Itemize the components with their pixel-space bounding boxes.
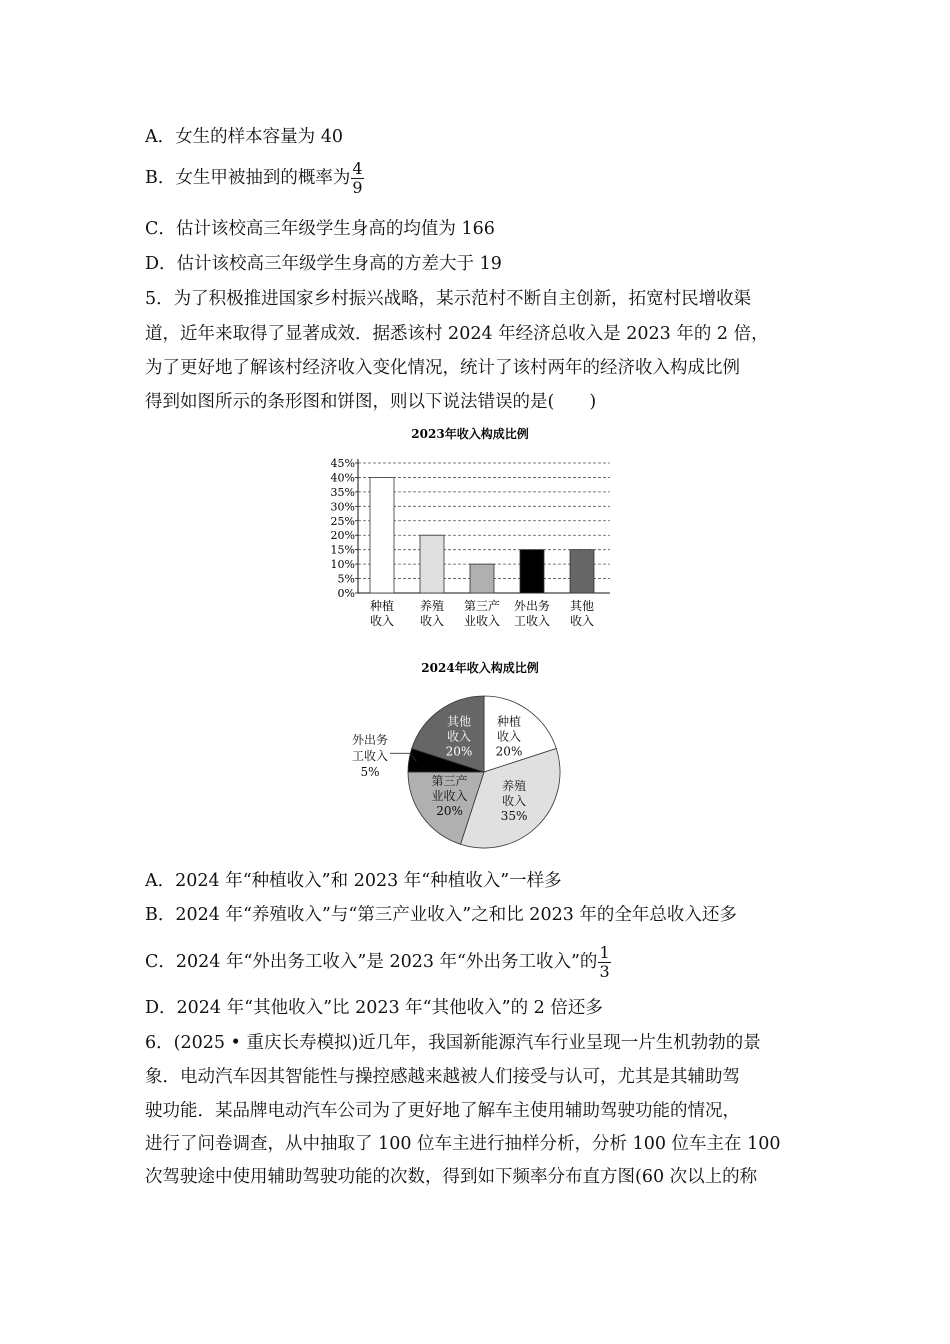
y-tick-label: 25% — [330, 514, 355, 528]
y-tick-label: 40% — [330, 471, 355, 485]
q5-option-c-text: C．2024 年“外出务工收入”是 2023 年“外出务工收入”的 — [145, 952, 598, 972]
pie-label: 20% — [495, 744, 523, 759]
x-tick-label: 外出务 — [513, 599, 551, 613]
x-tick-label: 第三产 — [463, 599, 501, 613]
q6-stem-line-5: 次驾驶途中使用辅助驾驶功能的次数，得到如下频率分布直方图(60 次以上的称 — [145, 1167, 758, 1187]
x-tick-label: 其他 — [569, 599, 595, 613]
y-tick-label: 5% — [337, 572, 355, 586]
pie-label: 35% — [500, 809, 528, 824]
q4-option-c: C．估计该校高三年级学生身高的均值为 166 — [145, 219, 495, 239]
q4-option-b — [145, 160, 364, 197]
x-tick-label: 收入 — [369, 614, 395, 628]
pie-label: 其他 — [446, 714, 471, 729]
y-tick-label: 10% — [330, 558, 355, 572]
bar — [520, 550, 544, 593]
pie-label: 5% — [360, 765, 380, 779]
fraction-numerator: 4 — [352, 159, 363, 178]
q5-stem-line-1: 5．为了积极推进国家乡村振兴战略，某示范村不断自主创新，拓宽村民增收渠 — [145, 289, 752, 309]
x-tick-label: 工收入 — [513, 614, 551, 628]
bar — [370, 477, 394, 593]
pie-chart-2024 — [300, 652, 640, 852]
q6-stem-line-2: 象．电动汽车因其智能性与操控感越来越被人们接受与认可，尤其是其辅助驾 — [145, 1067, 740, 1087]
y-tick-label: 30% — [330, 500, 355, 514]
q5-option-c — [145, 944, 611, 981]
q4-option-a: A．女生的样本容量为 40 — [145, 127, 343, 147]
y-tick-label: 45% — [330, 457, 355, 470]
pie-label: 业收入 — [431, 789, 468, 804]
fraction-denominator: 3 — [599, 962, 610, 981]
fraction-denominator: 9 — [352, 178, 363, 197]
pie-label: 外出务 — [351, 733, 389, 747]
fraction-numerator: 1 — [599, 943, 610, 962]
pie-label: 收入 — [497, 729, 522, 744]
q5-option-c-fraction — [598, 944, 610, 981]
q4-option-b-fraction — [351, 160, 363, 197]
bar — [470, 564, 494, 593]
pie-label: 收入 — [446, 729, 471, 744]
x-tick-label: 收入 — [419, 614, 445, 628]
q5-option-d: D．2024 年“其他收入”比 2023 年“其他收入”的 2 倍还多 — [145, 998, 603, 1018]
pie-label: 收入 — [502, 794, 527, 809]
pie-label: 养殖 — [502, 779, 527, 794]
q4-option-b-text: B．女生甲被抽到的概率为 — [145, 168, 351, 188]
x-tick-label: 收入 — [569, 614, 595, 628]
pie-label: 工收入 — [351, 749, 389, 763]
pie-label: 种植 — [497, 714, 522, 729]
q5-option-b: B．2024 年“养殖收入”与“第三产业收入”之和比 2023 年的全年总收入还多 — [145, 905, 737, 925]
bar-chart-2023 — [300, 420, 640, 640]
y-tick-label: 0% — [337, 587, 355, 600]
y-tick-label: 35% — [330, 485, 355, 499]
bar — [570, 550, 594, 593]
q5-option-a: A．2024 年“种植收入”和 2023 年“种植收入”一样多 — [145, 871, 562, 891]
pie-label: 20% — [445, 744, 473, 759]
q5-stem-line-3: 为了更好地了解该村经济收入变化情况，统计了该村两年的经济收入构成比例 — [145, 358, 740, 378]
q6-stem-line-4: 进行了问卷调查，从中抽取了 100 位车主进行抽样分析，分析 100 位车主在 100 — [145, 1134, 781, 1154]
bar — [420, 535, 444, 593]
pie-chart-title: 2024年收入构成比例 — [421, 661, 539, 675]
q6-stem-line-3: 驶功能．某品牌电动汽车公司为了更好地了解车主使用辅助驾驶功能的情况， — [145, 1101, 740, 1121]
q6-stem-line-1: 6．(2025 • 重庆长寿模拟)近几年，我国新能源汽车行业呈现一片生机勃勃的景 — [145, 1033, 761, 1053]
x-tick-label: 业收入 — [463, 614, 501, 628]
q5-stem-line-2: 道，近年来取得了显著成效．据悉该村 2024 年经济总收入是 2023 年的 2 倍， — [145, 324, 769, 344]
q4-option-d: D．估计该校高三年级学生身高的方差大于 19 — [145, 254, 502, 274]
y-tick-label: 20% — [330, 529, 355, 543]
x-tick-label: 种植 — [369, 599, 395, 613]
bar-chart-title: 2023年收入构成比例 — [411, 427, 529, 441]
q5-stem-line-4: 得到如图所示的条形图和饼图，则以下说法错误的是( ) — [145, 392, 597, 412]
y-tick-label: 15% — [330, 543, 355, 557]
pie-label: 第三产 — [431, 774, 468, 789]
x-tick-label: 养殖 — [419, 599, 445, 613]
pie-label: 20% — [436, 804, 463, 819]
